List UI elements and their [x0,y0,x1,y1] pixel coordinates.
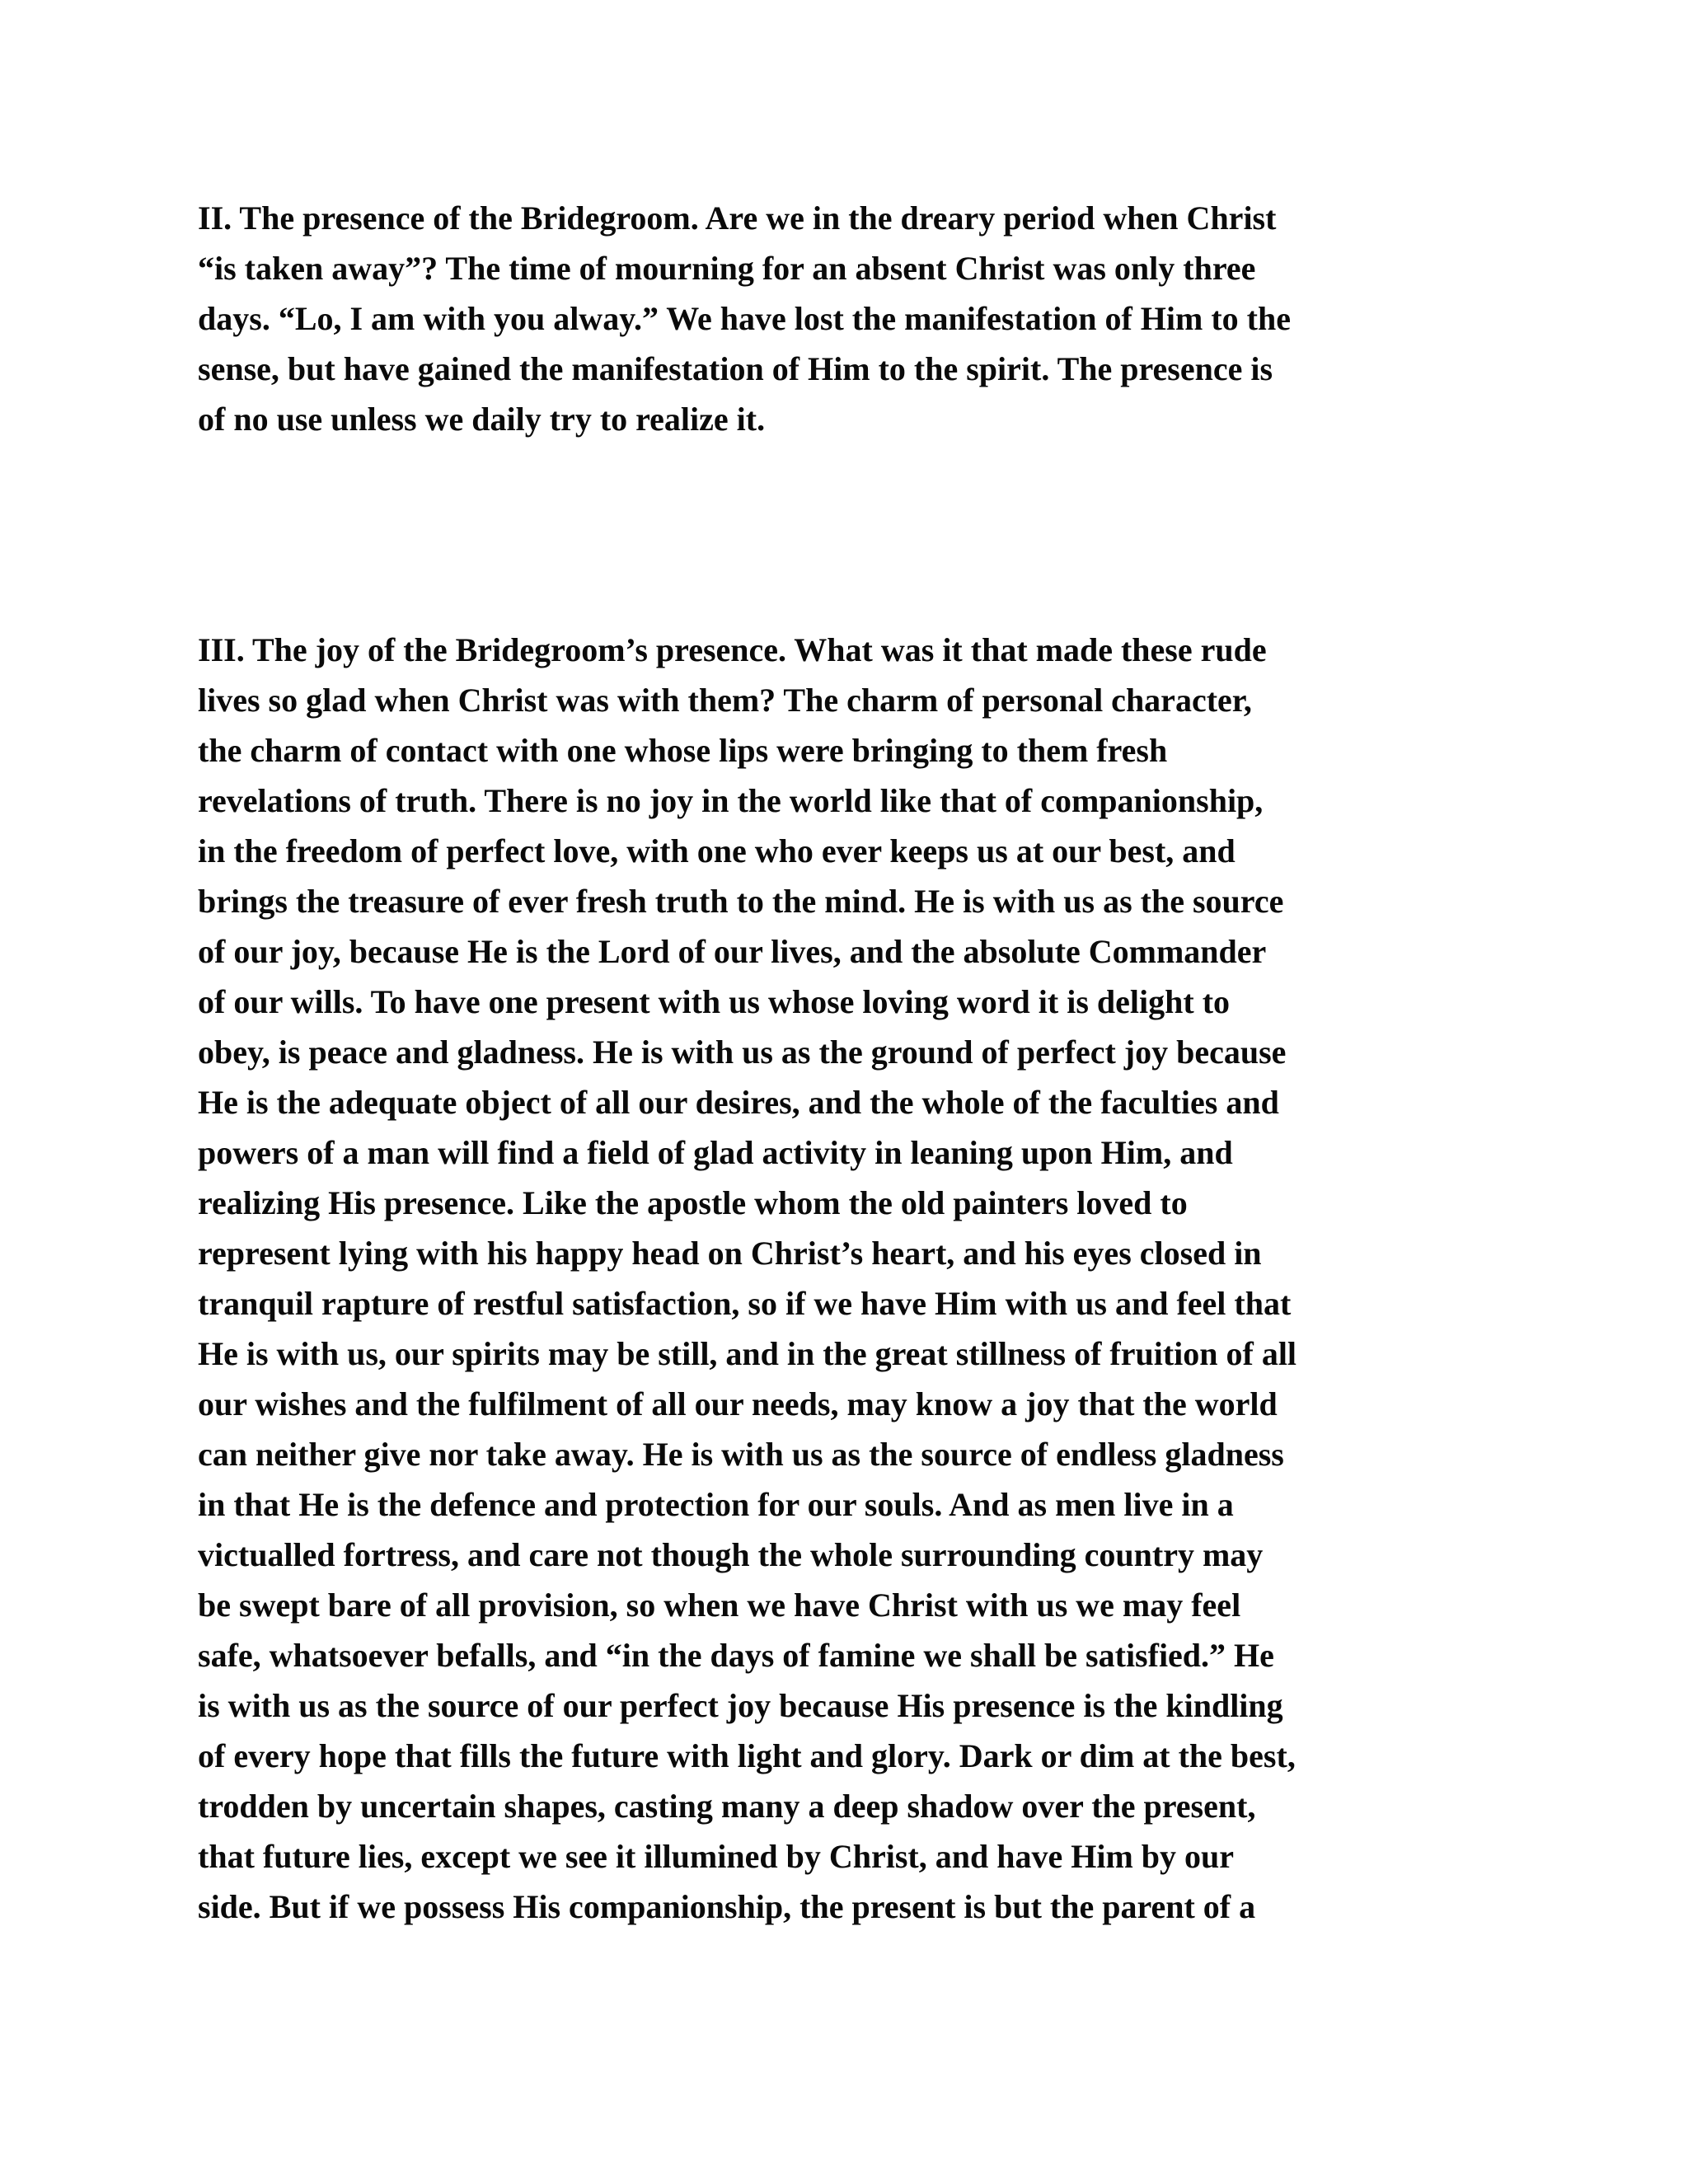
paragraph-line: revelations of truth. There is no joy in the world like that of companionship, [198,782,1264,819]
paragraph-line: the charm of contact with one whose lips were bringing to them fresh [198,732,1168,769]
paragraph-line: our wishes and the fulfilment of all our needs, may know a joy that the world [198,1385,1278,1422]
paragraph-line: victualled fortress, and care not though the whole surrounding country may [198,1536,1264,1573]
paragraph-line: of our wills. To have one present with us whose loving word it is delight to [198,983,1231,1020]
paragraph-line: of no use unless we daily try to realize it. [198,401,766,438]
paragraph-line: obey, is peace and gladness. He is with us as the ground of perfect joy because [198,1033,1287,1071]
paragraph-line: realizing His presence. Like the apostle whom the old painters loved to [198,1184,1188,1221]
paragraph-line: powers of a man will find a field of glad activity in leaning upon Him, and [198,1134,1233,1171]
paragraph-line: III. The joy of the Bridegroom’s presence. What was it that made these rude [198,631,1267,668]
paragraph-line: that future lies, except we see it illumined by Christ, and have Him by our [198,1838,1235,1875]
paragraph-line: sense, but have gained the manifestation of Him to the spirit. The presence is [198,350,1273,387]
paragraph-line: “is taken away”? The time of mourning for an absent Christ was only three [198,250,1256,287]
paragraph-line: He is the adequate object of all our desires, and the whole of the faculties and [198,1084,1279,1121]
paragraph-line: side. But if we possess His companionship, the present is but the parent of a [198,1888,1256,1925]
paragraph-line: be swept bare of all provision, so when we have Christ with us we may feel [198,1586,1241,1624]
paragraph-line: brings the treasure of ever fresh truth to the mind. He is with us as the source [198,883,1284,920]
paragraph-line: days. “Lo, I am with you alway.” We have lost the manifestation of Him to the [198,300,1291,337]
paragraph-line: is with us as the source of our perfect joy because His presence is the kindling [198,1687,1283,1724]
paragraph-line: He is with us, our spirits may be still, and in the great stillness of fruition of all [198,1335,1297,1372]
paragraph-line: represent lying with his happy head on Christ’s heart, and his eyes closed in [198,1235,1262,1272]
paragraph-line: of our joy, because He is the Lord of our lives, and the absolute Commander [198,933,1267,970]
section-ii-presence-of-bridegroom [198,193,1484,444]
paragraph-line: in that He is the defence and protection for our souls. And as men live in a [198,1486,1234,1523]
paragraph-line: tranquil rapture of restful satisfaction, so if we have Him with us and feel that [198,1285,1292,1322]
paragraph-line: of every hope that fills the future with light and glory. Dark or dim at the best, [198,1737,1296,1774]
paragraph-line: II. The presence of the Bridegroom. Are we in the dreary period when Christ [198,199,1277,237]
paragraph-line: safe, whatsoever befalls, and “in the days of famine we shall be satisfied.” He [198,1637,1274,1674]
paragraph-line: lives so glad when Christ was with them? The charm of personal character, [198,682,1252,719]
section-iii-joy-of-bridegroom-presence [198,625,1484,1932]
paragraph-line: in the freedom of perfect love, with one who ever keeps us at our best, and [198,832,1236,869]
paragraph-line: trodden by uncertain shapes, casting many a deep shadow over the present, [198,1788,1256,1825]
paragraph-line: can neither give nor take away. He is with us as the source of endless gladness [198,1436,1284,1473]
